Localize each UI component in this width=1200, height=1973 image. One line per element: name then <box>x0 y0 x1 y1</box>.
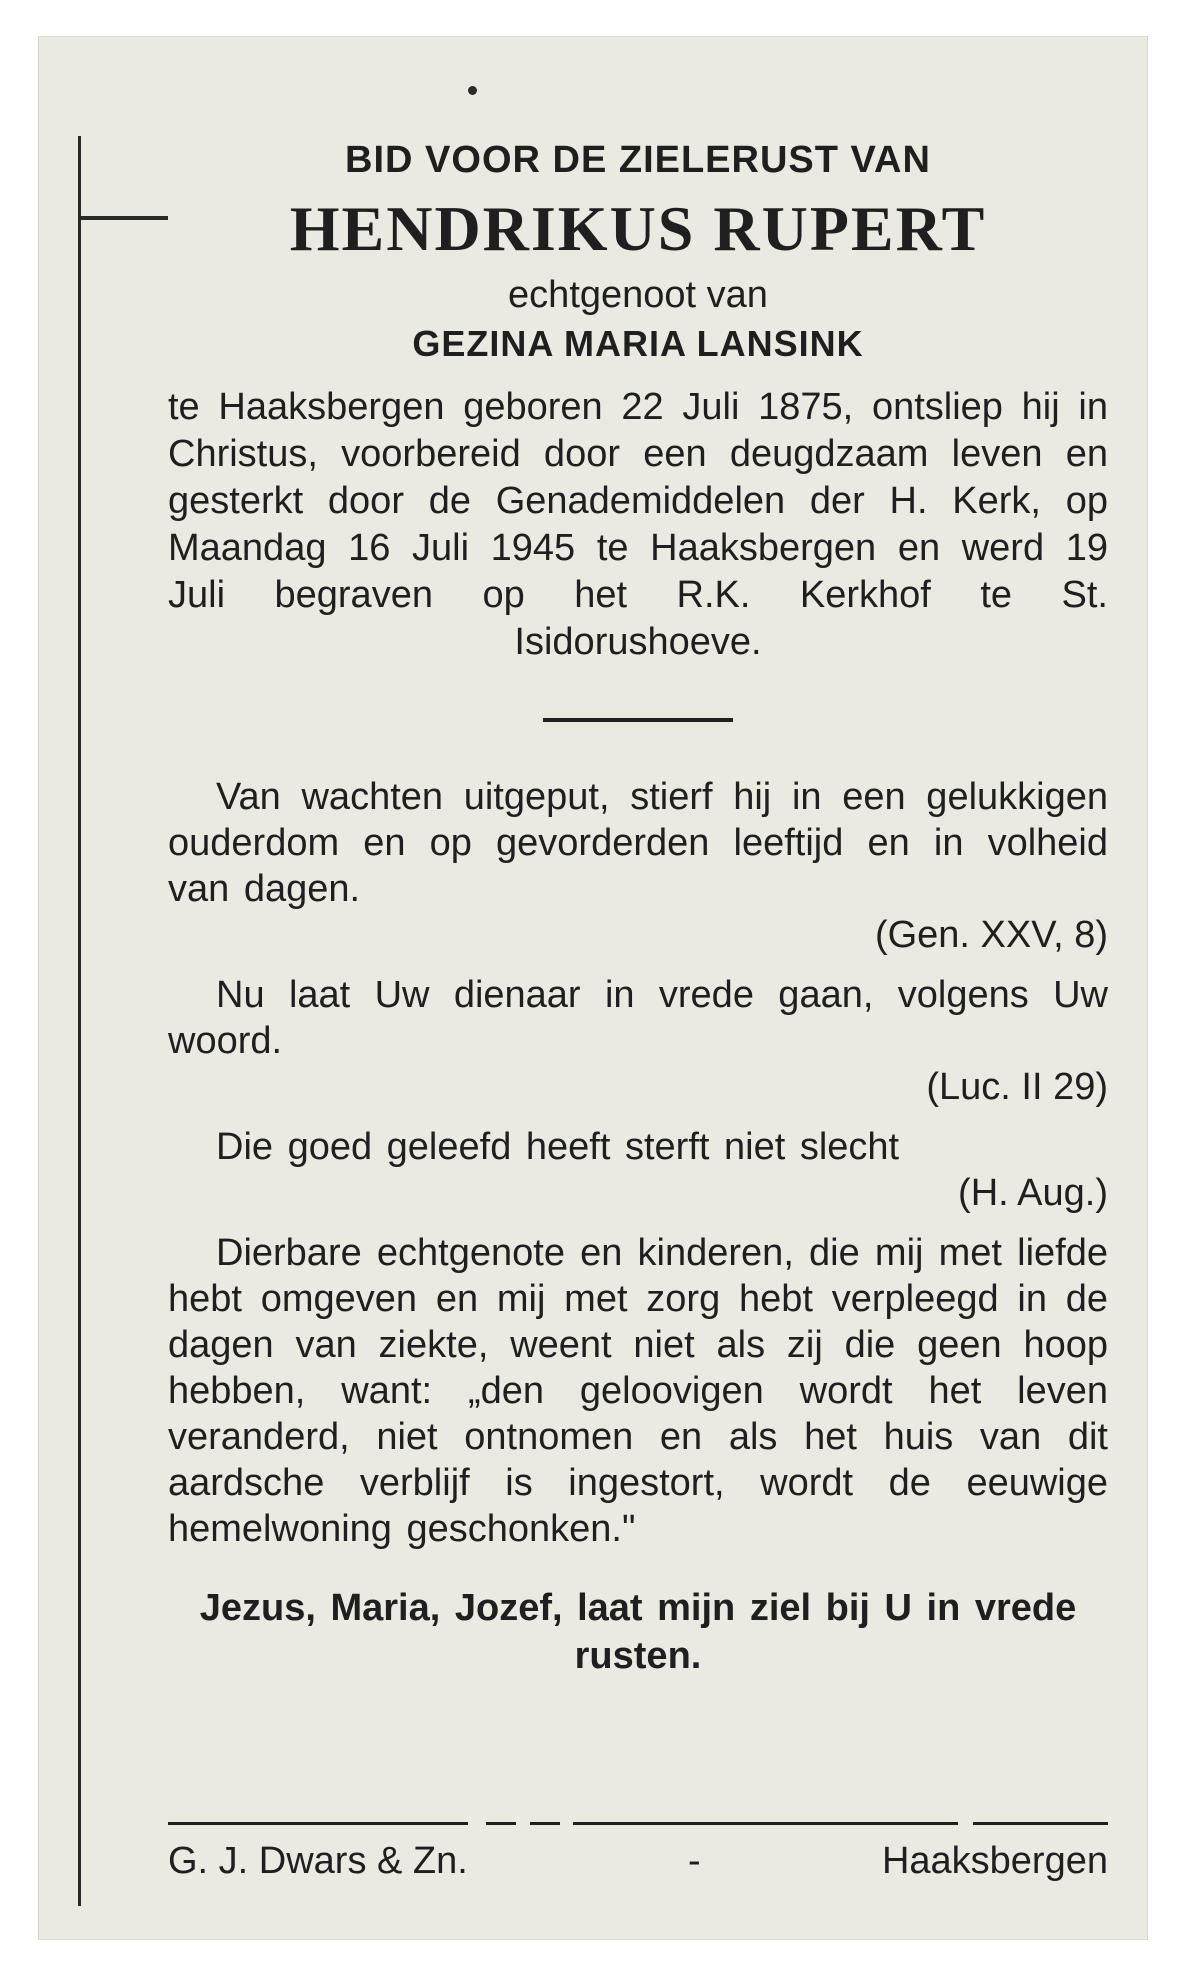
quote-text: Nu laat Uw dienaar in vrede gaan, volgens Uw woord. <box>168 974 1108 1062</box>
card-header: BID VOOR DE ZIELERUST VAN <box>345 139 931 181</box>
quote-text: Van wachten uitgeput, stierf hij in een gelukkigen ouderdom en op gevorderden leeftijd en in volheid van dagen. <box>168 776 1108 910</box>
quote-block <box>168 774 1108 958</box>
spouse-name: GEZINA MARIA LANSINK <box>412 323 864 364</box>
deceased-name: HENDRIKUS RUPERT <box>289 193 987 264</box>
footer-separator: - <box>688 1840 701 1882</box>
quote-block <box>168 1230 1108 1552</box>
printer-name: G. J. Dwars & Zn. <box>168 1840 468 1882</box>
card-content <box>168 136 1108 1680</box>
quote-ref: (Luc. II 29) <box>926 1066 1108 1108</box>
quote-ref: (H. Aug.) <box>958 1172 1108 1214</box>
ornament-dot <box>468 86 477 95</box>
printer-place: Haaksbergen <box>881 1840 1108 1882</box>
memorial-card <box>38 36 1148 1940</box>
divider-rule <box>543 718 733 722</box>
quote-block <box>168 972 1108 1110</box>
quote-ref: (Gen. XXV, 8) <box>874 914 1108 956</box>
quote-text: Die goed geleefd heeft sterft niet slecht <box>216 1126 900 1168</box>
spouse-label: echtgenoot van <box>508 274 768 316</box>
footer-rule <box>168 1822 1108 1826</box>
quote-text: Dierbare echtgenote en kinderen, die mij met liefde hebt omgeven en mij met zorg hebt verpleegd in de dagen van ziekte, weent niet als zij die geen hoop hebben, want: „den geloovigen wordt het leven veranderd, niet ontnomen en als het huis van dit aardsche verblijf is ingestort, wordt de eeuwige hemelwoning geschonken." <box>168 1232 1108 1550</box>
biography: te Haaksbergen geboren 22 Juli 1875, ontsliep hij in Christus, voorbereid door een deugdzaam leven en gesterkt door de Genademiddelen der H. Kerk, op Maandag 16 Juli 1945 te Haaksbergen en werd 19 Juli begraven op het R.K. Kerkhof te St. Isidorushoeve. <box>168 386 1108 663</box>
closing-prayer: Jezus, Maria, Jozef, laat mijn ziel bij U in vrede rusten. <box>199 1587 1077 1677</box>
left-dash <box>80 216 168 220</box>
quote-block <box>168 1124 1108 1216</box>
left-border-line <box>78 136 81 1906</box>
